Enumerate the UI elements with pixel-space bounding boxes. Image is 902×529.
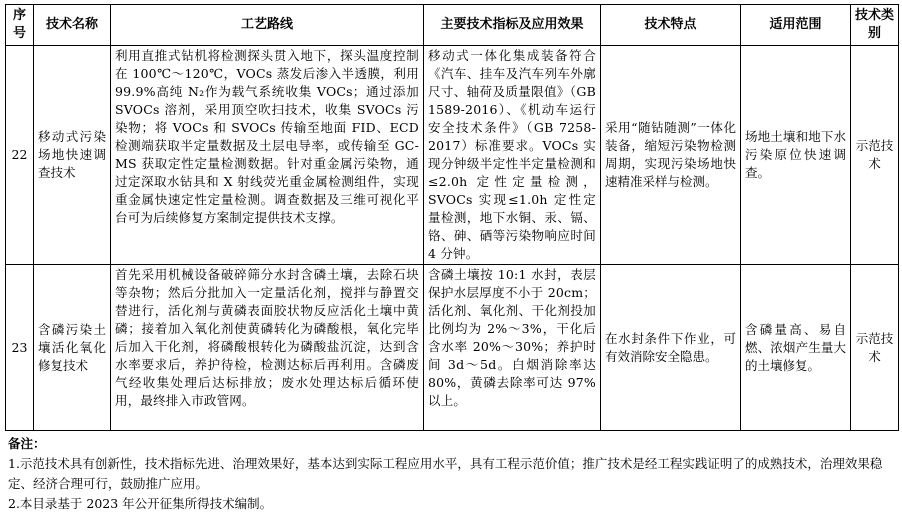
row-name: 含磷污染土壤活化氧化修复技术 <box>34 265 111 431</box>
header-no: 序号 <box>6 5 34 46</box>
row-scope: 场地土壤和地下水污染原位快速调查。 <box>741 46 851 265</box>
row-name: 移动式污染场地快速调查技术 <box>34 46 111 265</box>
row-indicators: 含磷土壤按 10:1 水封，表层保护水层厚度不小于 20cm；活化剂、氧化剂、干化剂投加比例均为 2%～3%，干化后含水率 20%～30%；养护时间 3d～5d。白烟消除率达 80%，黄磷去除率可达 97%以上。 <box>424 265 601 431</box>
table-header-row <box>6 5 899 46</box>
table-row <box>6 46 899 265</box>
row-features: 采用“随钻随测”一体化装备，缩短污染物检测周期，实现污染场地快速精准采样与检测。 <box>601 46 741 265</box>
row-no: 23 <box>6 265 34 431</box>
header-scope: 适用范围 <box>741 5 851 46</box>
notes-title: 备注： <box>8 436 46 451</box>
row-indicators: 移动式一体化集成装备符合《汽车、挂车及汽车列车外廓尺寸、轴荷及质量限值》（GB 1589-2016）、《机动车运行安全技术条件》（GB 7258-2017）标准要求。VOCs 实现分钟级半定性半定量检测和≤2.0h 定性定量检测，SVOCs 实现≤1.0h 定性定量检测，地下水铜、汞、镉、铬、砷、硒等污染物响应时间 4 分钟。 <box>424 46 601 265</box>
note-item: 2.本目录基于 2023 年公开征集所得技术编制。 <box>8 496 273 511</box>
note-item: 1.示范技术具有创新性，技术指标先进、治理效果好，基本达到实际工程应用水平，具有工程示范价值；推广技术是经工程实践证明了的成熟技术，治理效果稳定、经济合理可行，鼓励推广应用。 <box>8 456 883 491</box>
row-category: 示范技术 <box>851 265 899 431</box>
table-row <box>6 265 899 431</box>
header-indicators: 主要技术指标及应用效果 <box>424 5 601 46</box>
header-category: 技术类别 <box>851 5 899 46</box>
header-name: 技术名称 <box>34 5 111 46</box>
technology-table <box>5 4 899 431</box>
row-category: 示范技术 <box>851 46 899 265</box>
row-no: 22 <box>6 46 34 265</box>
notes <box>8 434 898 514</box>
row-process: 首先采用机械设备破碎筛分水封含磷土壤，去除石块等杂物；然后分批加入一定量活化剂，搅拌与静置交替进行，活化剂与黄磷表面胶状物反应活化土壤中黄磷；接着加入氧化剂使黄磷转化为磷酸根，氧化完毕后加入干化剂，将磷酸根转化为磷酸盐沉淀，达到含水率要求后，养护待检，检测达标后再利用。含磷废气经收集处理后达标排放；废水处理达标后循环使用，最终排入市政管网。 <box>111 265 424 431</box>
header-process: 工艺路线 <box>111 5 424 46</box>
row-process: 利用直推式钻机将检测探头贯入地下，探头温度控制在 100℃～120℃，VOCs 蒸发后渗入半透膜，利用 99.9%高纯 N₂作为载气系统收集 VOCs；通过添加 SVOCs 溶剂，采用顶空吹扫技术，收集 SVOCs 污染物；将 VOCs 和 SVOCs 传输至地面 FID、ECD 检测端获取半定量数据及土层电导率，或传输至 GC-MS 获取定性定量检测数据。针对重金属污染物，通过定深取水钻具和 X 射线荧光重金属检测组件，实现重金属快速定性定量检测。调查数据及三维可视化平台可为后续修复方案制定提供技术支撑。 <box>111 46 424 265</box>
header-features: 技术特点 <box>601 5 741 46</box>
row-features: 在水封条件下作业，可有效消除安全隐患。 <box>601 265 741 431</box>
row-scope: 含磷量高、易自燃、浓烟产生量大的土壤修复。 <box>741 265 851 431</box>
